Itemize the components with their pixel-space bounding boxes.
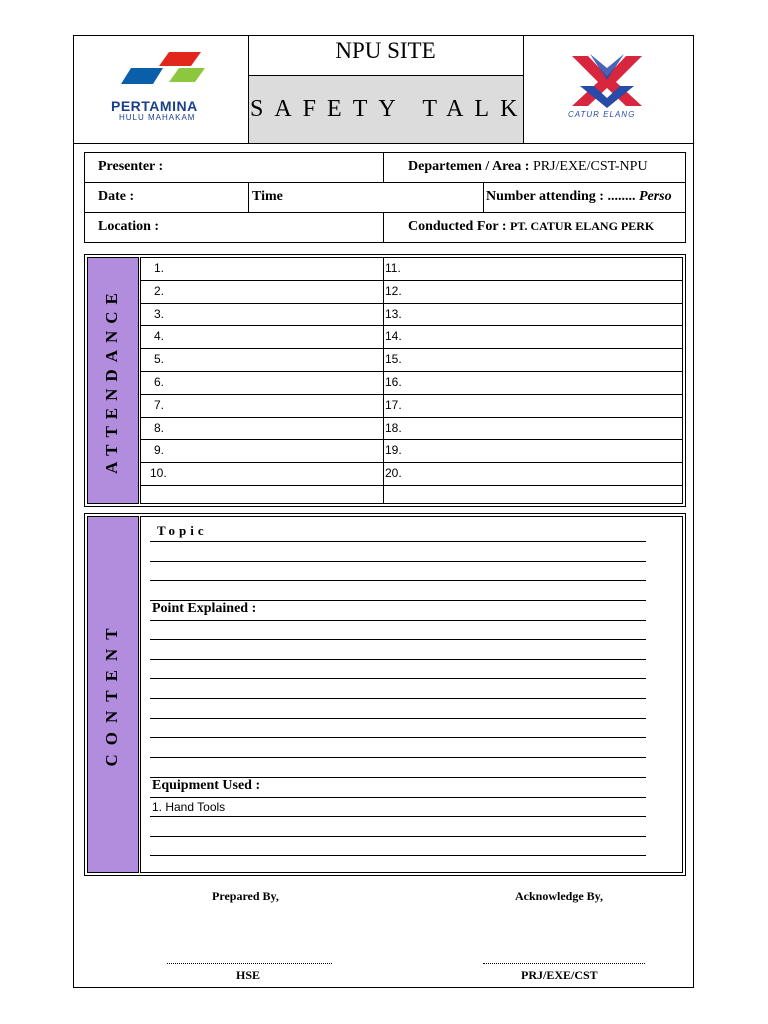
content-writing-line[interactable] — [150, 561, 646, 562]
content-writing-line[interactable] — [150, 698, 646, 699]
date-label: Date : — [98, 189, 135, 204]
header-bottom-line — [73, 143, 694, 144]
content-writing-line[interactable] — [150, 639, 646, 640]
content-writing-line[interactable] — [150, 678, 646, 679]
info-col-line-c — [483, 182, 484, 212]
attendance-entry-right[interactable]: 17. — [385, 398, 402, 412]
date-field[interactable] — [150, 184, 245, 210]
attendance-row-line — [141, 371, 682, 372]
content-writing-line[interactable] — [150, 855, 646, 856]
time-label: Time — [252, 189, 283, 204]
header-divider-right — [523, 35, 524, 143]
info-col-line-a — [383, 153, 384, 182]
attendance-col-divider — [383, 257, 384, 504]
content-writing-line[interactable] — [150, 737, 646, 738]
attending-dots: ........ — [607, 189, 636, 204]
attendance-entry-right[interactable]: 16. — [385, 375, 402, 389]
attendance-row-line — [141, 325, 682, 326]
attendance-entry-right[interactable]: 19. — [385, 443, 402, 457]
attendance-entry-left[interactable]: 9. — [154, 443, 165, 457]
pertamina-logo-name: PERTAMINA — [111, 98, 198, 114]
attendance-row-line — [141, 280, 682, 281]
attendance-entry-left[interactable]: 7. — [154, 398, 165, 412]
attendance-entry-left[interactable]: 3. — [154, 307, 165, 321]
attending-label: Number attending : — [486, 189, 604, 204]
location-label: Location : — [98, 219, 160, 234]
attendance-entry-left[interactable]: 8. — [154, 421, 165, 435]
content-writing-line[interactable] — [150, 580, 646, 581]
acknowledge-by-label: Acknowledge By, — [515, 889, 604, 903]
attendance-entry-left[interactable]: 6. — [154, 375, 165, 389]
attendance-entry-left[interactable]: 10. — [150, 466, 167, 480]
acknowledge-signature-line[interactable] — [483, 963, 645, 964]
content-writing-line[interactable] — [150, 757, 646, 758]
content-writing-line[interactable] — [150, 600, 646, 601]
content-area — [140, 516, 683, 873]
equipment-item: 1. Hand Tools — [152, 800, 226, 814]
attendance-entry-left[interactable]: 4. — [154, 329, 165, 343]
attendance-entry-right[interactable]: 11. — [385, 261, 401, 275]
info-col-line-d — [383, 212, 384, 242]
attending-unit: Perso — [638, 189, 672, 204]
attendance-row-line — [141, 417, 682, 418]
department-value: PRJ/EXE/CST-NPU — [532, 159, 648, 174]
conducted-value: PT. CATUR ELANG PERK — [510, 219, 655, 233]
attending-field — [486, 189, 684, 205]
attendance-entry-right[interactable]: 13. — [385, 307, 402, 321]
conducted-field — [408, 219, 684, 235]
attendance-row-line — [141, 394, 682, 395]
content-side-label: CONTENT — [102, 619, 121, 767]
attendance-entry-left[interactable]: 1. — [154, 261, 165, 275]
content-writing-line[interactable] — [150, 718, 646, 719]
attendance-side-label: ATTENDANCE — [102, 286, 121, 474]
content-writing-line[interactable] — [150, 816, 646, 817]
location-field[interactable] — [170, 214, 380, 240]
pertamina-logo-sub: HULU MAHAKAM — [119, 113, 196, 122]
safety-talk-title: SAFETY TALK — [250, 96, 529, 122]
info-row-line-2 — [85, 212, 685, 213]
info-col-line-b — [248, 182, 249, 212]
attendance-row-line — [141, 439, 682, 440]
content-writing-line[interactable] — [150, 541, 646, 542]
prepared-by-label: Prepared By, — [212, 889, 279, 903]
acknowledge-role: PRJ/EXE/CST — [521, 968, 598, 982]
attendance-row-line — [141, 485, 682, 486]
attendance-entry-right[interactable]: 20. — [385, 466, 402, 480]
pertamina-logo — [105, 48, 225, 128]
content-writing-line[interactable] — [150, 836, 646, 837]
conducted-label: Conducted For : — [408, 219, 507, 234]
time-field[interactable] — [295, 184, 480, 210]
department-field — [408, 159, 648, 175]
attendance-entry-right[interactable]: 14. — [385, 329, 402, 343]
catur-elang-logo-name: CATUR ELANG — [568, 110, 636, 119]
content-writing-line[interactable] — [150, 659, 646, 660]
prepared-signature-line[interactable] — [167, 963, 332, 964]
site-title: NPU SITE — [335, 38, 436, 63]
presenter-field[interactable] — [190, 155, 380, 181]
attendance-row-line — [141, 348, 682, 349]
info-row-line-1 — [85, 182, 685, 183]
catur-elang-logo — [560, 50, 655, 125]
attendance-entry-left[interactable]: 2. — [154, 284, 165, 298]
pertamina-logo-mark — [105, 48, 225, 98]
content-writing-line[interactable] — [150, 797, 646, 798]
content-writing-line[interactable] — [150, 777, 646, 778]
attendance-entry-right[interactable]: 18. — [385, 421, 402, 435]
attendance-row-line — [141, 462, 682, 463]
topic-label: Topic — [157, 523, 208, 538]
attendance-entry-right[interactable]: 12. — [385, 284, 402, 298]
attendance-entry-right[interactable]: 15. — [385, 352, 402, 366]
attendance-row-line — [141, 303, 682, 304]
points-label: Point Explained : — [152, 601, 257, 616]
department-label: Departemen / Area : — [408, 159, 530, 174]
equipment-label: Equipment Used : — [152, 778, 261, 793]
prepared-role: HSE — [236, 968, 261, 982]
attendance-entry-left[interactable]: 5. — [154, 352, 165, 366]
presenter-label: Presenter : — [98, 159, 164, 174]
catur-elang-logo-mark — [560, 50, 655, 110]
content-writing-line[interactable] — [150, 620, 646, 621]
